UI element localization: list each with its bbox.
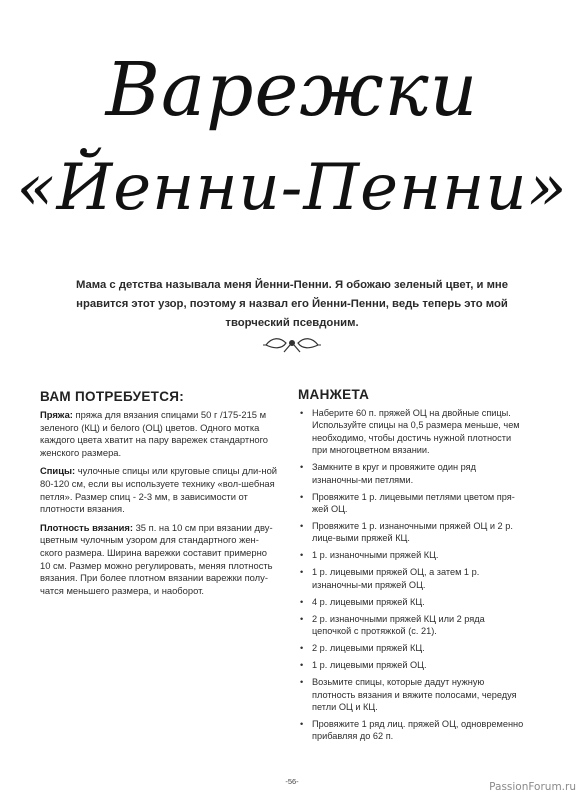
watermark: PassionForum.ru: [489, 781, 576, 793]
gauge-paragraph: [40, 522, 278, 598]
materials-heading: ВАМ ПОТРЕБУЕТСЯ:: [40, 389, 185, 404]
list-item: • 2 р. лицевыми пряжей КЦ.: [298, 642, 524, 654]
yarn-label: Пряжа:: [40, 409, 73, 420]
list-item: • 1 р. лицевыми пряжей ОЦ, а затем 1 р. изнаночны-ми пряжей ОЦ.: [298, 566, 524, 591]
list-item: • Замкните в круг и провяжите один ряд изнаночны-ми петлями.: [298, 461, 524, 486]
page-number: -56-: [285, 777, 299, 786]
list-item: • 1 р. изнаночными пряжей КЦ.: [298, 549, 524, 561]
cuff-heading: МАНЖЕТА: [298, 387, 370, 402]
page-title-line-1: Варежки: [105, 47, 479, 133]
yarn-text: пряжа для вязания спицами 50 г /175-215 м зеленого (КЦ) и белого (ОЦ) цветов. Одного мотка каждого цвета хватит на пару варежек стандартного женского размера.: [40, 409, 269, 458]
list-item: • 2 р. изнаночными пряжей КЦ или 2 ряда цепочкой с протяжкой (с. 21).: [298, 613, 524, 638]
yarn-paragraph: [40, 409, 278, 459]
gauge-text: 35 п. на 10 см при вязании дву-цветным чулочным узором для стандартного жен-ского размера. Ширина варежки составит примерно 10 см. Размер можно регулировать, меняя плотность вязания. При более плотном вязании варежки полу-чатся меньшего размера, и наоборот.: [40, 521, 273, 596]
needles-text: чулочные спицы или круговые спицы дли-ной 80-120 см, если вы используете технику «вол-шебная петля». Размер спиц - 2-3 мм, в зависимости от плотности вязания.: [40, 465, 278, 515]
list-item: • Возьмите спицы, которые дадут нужную плотность вязания и вяжите полосами, чередуя петли ОЦ и КЦ.: [298, 676, 524, 713]
cuff-section: [298, 387, 524, 747]
intro-paragraph: Мама с детства называла меня Йенни-Пенни. Я обожаю зеленый цвет, и мне нравится этот узор, поэтому я назвал его Йенни-Пенни, ведь теперь это мой творческий псевдоним.: [75, 279, 509, 329]
gauge-label: Плотность вязания:: [40, 521, 133, 533]
needles-label: Спицы:: [40, 465, 76, 477]
needles-paragraph: [40, 465, 278, 515]
list-item: • 1 р. лицевыми пряжей ОЦ.: [298, 659, 524, 671]
list-item: • Провяжите 1 р. лицевыми петлями цветом пря-жей ОЦ.: [298, 491, 524, 516]
list-item: • Наберите 60 п. пряжей ОЦ на двойные спицы. Используйте спицы на 0,5 размера меньше, чем необходимо, чтобы достичь нужной плотности при многоцветном вязании.: [298, 407, 524, 457]
list-item: • Провяжите 1 р. изнаночными пряжей ОЦ и 2 р. лице-выми пряжей КЦ.: [298, 520, 524, 545]
page-title-line-2: «Йенни-Пенни»: [16, 151, 568, 225]
materials-section: [40, 389, 278, 603]
list-item: • 4 р. лицевыми пряжей КЦ.: [298, 596, 524, 608]
ribbon-bow-icon: [262, 333, 322, 358]
list-item: • Провяжите 1 ряд лиц. пряжей ОЦ, одновременно прибавляя до 62 п.: [298, 718, 524, 743]
cuff-steps-list: [298, 407, 524, 743]
